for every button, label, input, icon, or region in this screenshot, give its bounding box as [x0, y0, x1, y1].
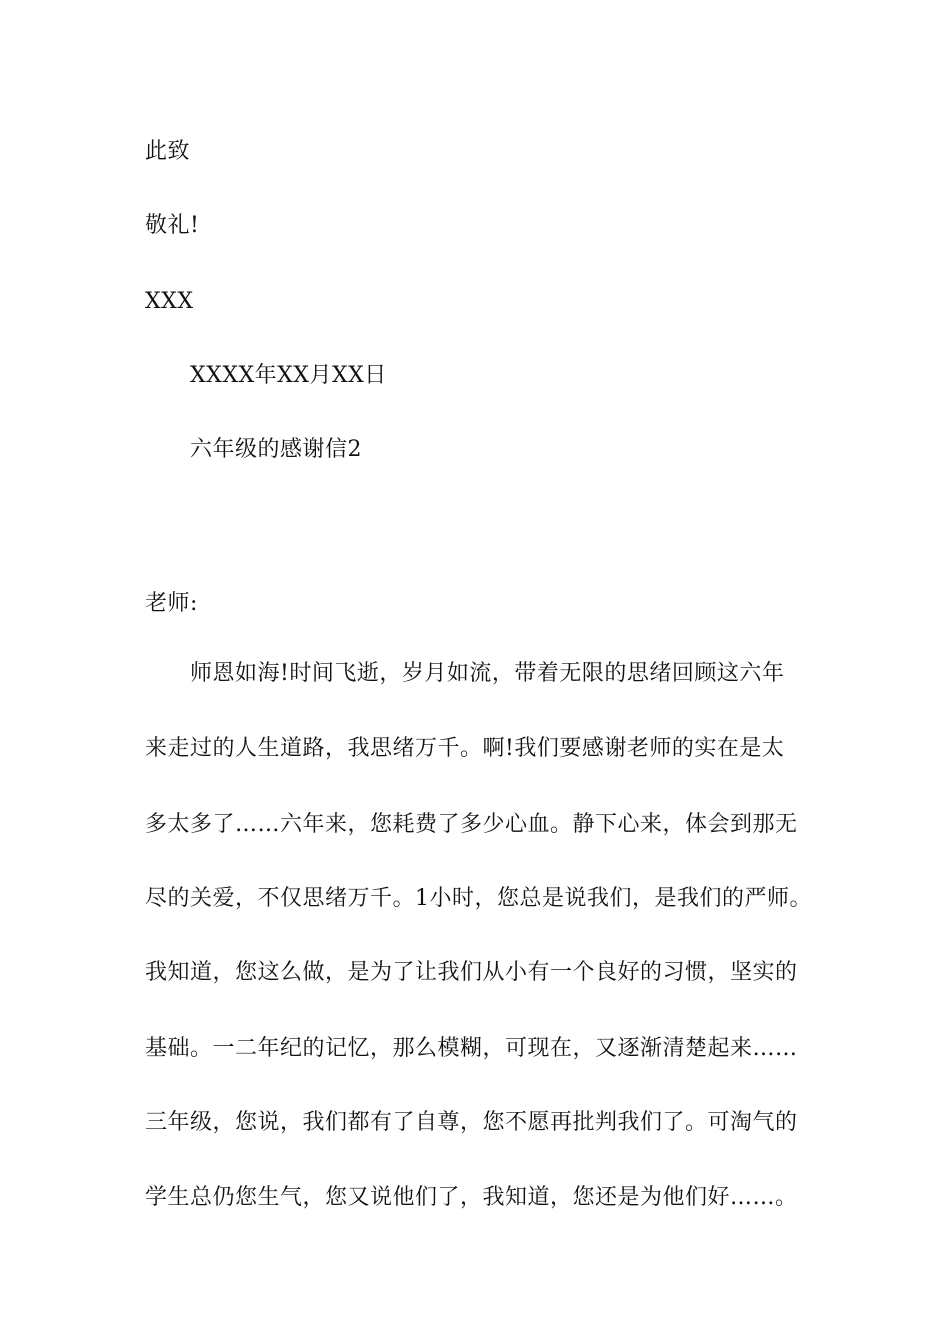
body-line: 基础。一二年纪的记忆，那么模糊，可现在，又逐渐清楚起来…… — [145, 1036, 798, 1061]
body-line: 尽的关爱，不仅思绪万千。1小时，您总是说我们，是我们的严师。 — [145, 886, 812, 911]
body-line: 多太多了……六年来，您耗费了多少心血。静下心来，体会到那无 — [145, 812, 798, 837]
body-line: 三年级，您说，我们都有了自尊，您不愿再批判我们了。可淘气的 — [145, 1110, 798, 1135]
body-line: 师恩如海!时间飞逝，岁月如流，带着无限的思绪回顾这六年 — [190, 661, 785, 686]
closing-line-2: 敬礼! — [145, 213, 200, 238]
letter-title: 六年级的感谢信2 — [190, 437, 362, 462]
body-line: 学生总仍您生气，您又说他们了，我知道，您还是为他们好……。 — [145, 1185, 798, 1210]
salutation: 老师: — [145, 591, 198, 616]
body-line: 来走过的人生道路，我思绪万千。啊!我们要感谢老师的实在是太 — [145, 736, 785, 761]
date-line: XXXX年XX月XX日 — [190, 363, 387, 388]
body-line: 我知道，您这么做，是为了让我们从小有一个良好的习惯，坚实的 — [145, 960, 798, 985]
closing-line-1: 此致 — [145, 139, 191, 164]
signature: XXX — [145, 289, 194, 314]
